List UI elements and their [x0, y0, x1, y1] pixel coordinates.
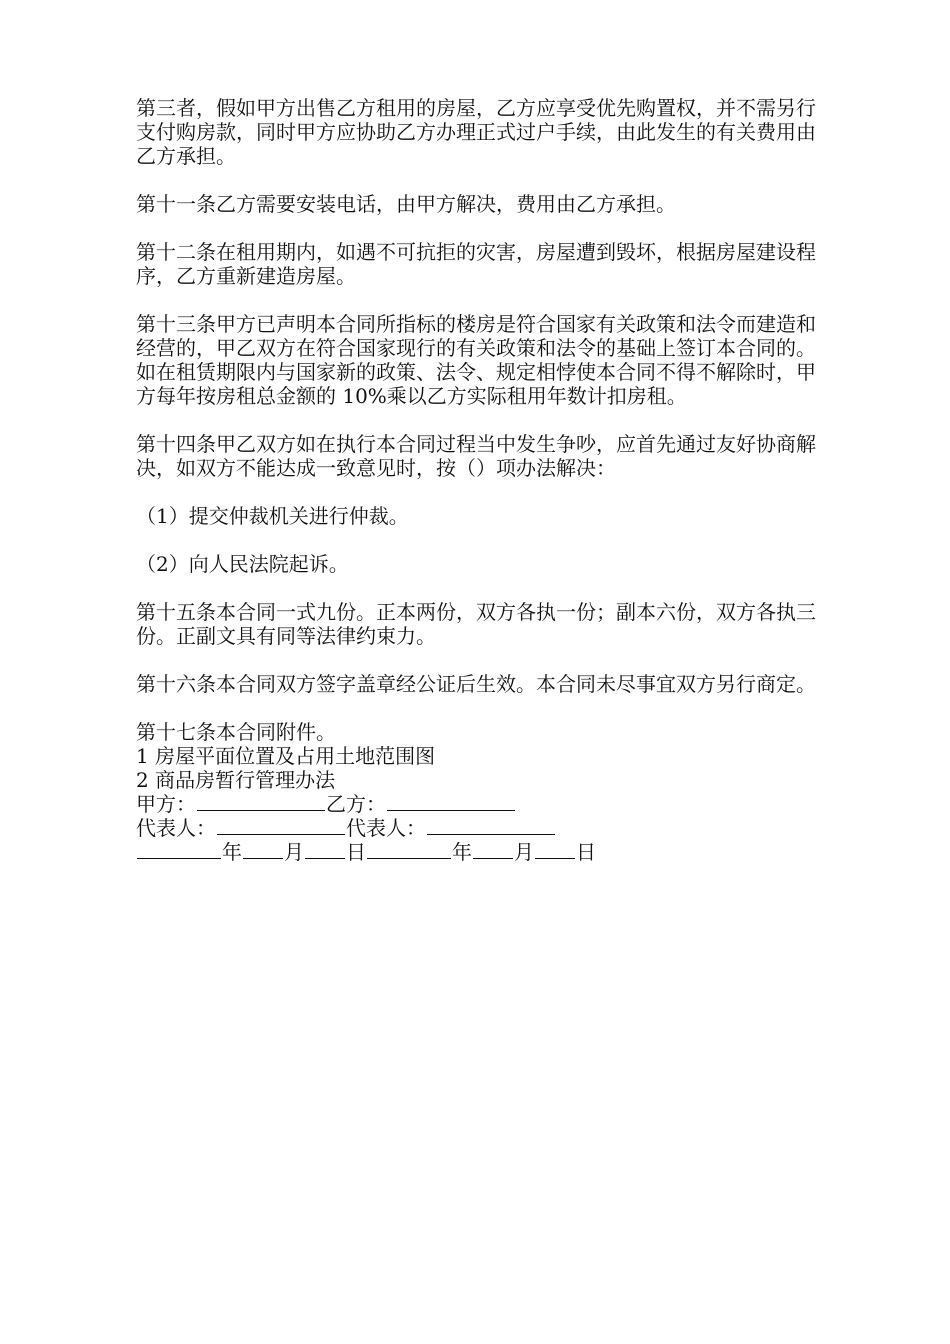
representative-line: [136, 816, 816, 840]
date-b-year-label: 年: [452, 840, 472, 864]
date-a-year-blank: [137, 840, 221, 859]
rep-b-blank: [427, 816, 555, 835]
option-arbitration: （1）提交仲裁机关进行仲裁。: [136, 504, 409, 528]
date-a-year-label: 年: [222, 840, 242, 864]
paragraph-article-11: 第十一条乙方需要安装电话，由甲方解决，费用由乙方承担。: [136, 192, 676, 216]
rep-b-label: 代表人：: [346, 816, 426, 840]
date-b-day-blank: [535, 840, 575, 859]
paragraph-third-party: 第三者，假如甲方出售乙方租用的房屋，乙方应享受优先购置权，并不需另行支付购房款，同时甲方应协助乙方办理正式过户手续，由此发生的有关费用由乙方承担。: [136, 96, 816, 168]
rep-a-label: 代表人：: [136, 816, 216, 840]
attachments-section: [136, 720, 816, 792]
paragraph-article-15: 第十五条本合同一式九份。正本两份，双方各执一份；副本六份，双方各执三份。正副文具有同等法律约束力。: [136, 600, 816, 648]
paragraph-article-16: 第十六条本合同双方签字盖章经公证后生效。本合同未尽事宜双方另行商定。: [136, 672, 816, 696]
option-court: （2）向人民法院起诉。: [136, 552, 349, 576]
document-body: [136, 96, 816, 864]
date-b-year-blank: [367, 840, 451, 859]
rep-a-blank: [217, 816, 345, 835]
date-a-day-blank: [305, 840, 345, 859]
party-a-blank: [197, 792, 325, 811]
date-a-month-label: 月: [284, 840, 304, 864]
attachment-item-1: 1 房屋平面位置及占用土地范围图: [136, 744, 436, 768]
date-a-day-label: 日: [346, 840, 366, 864]
party-a-label: 甲方：: [136, 792, 196, 816]
attachments-heading: 第十七条本合同附件。: [136, 720, 336, 744]
paragraph-article-14: 第十四条甲乙双方如在执行本合同过程当中发生争吵，应首先通过友好协商解决，如双方不能达成一致意见时，按（）项办法解决：: [136, 432, 816, 480]
date-line: [136, 840, 816, 864]
attachment-item-2: 2 商品房暂行管理办法: [136, 768, 336, 792]
date-b-day-label: 日: [576, 840, 596, 864]
party-b-blank: [387, 792, 515, 811]
signature-section: [136, 792, 816, 864]
date-b-month-label: 月: [514, 840, 534, 864]
paragraph-article-12: 第十二条在租用期内，如遇不可抗拒的灾害，房屋遭到毁坏，根据房屋建设程序，乙方重新建造房屋。: [136, 240, 816, 288]
party-b-label: 乙方：: [326, 792, 386, 816]
date-a-month-blank: [243, 840, 283, 859]
date-b-month-blank: [473, 840, 513, 859]
party-line: [136, 792, 816, 816]
paragraph-article-13: 第十三条甲方已声明本合同所指标的楼房是符合国家有关政策和法令而建造和经营的，甲乙双方在符合国家现行的有关政策和法令的基础上签订本合同的。如在租赁期限内与国家新的政策、法令、规定相悖使本合同不得不解除时，甲方每年按房租总金额的 10%乘以乙方实际租用年数计扣房租。: [136, 312, 816, 408]
